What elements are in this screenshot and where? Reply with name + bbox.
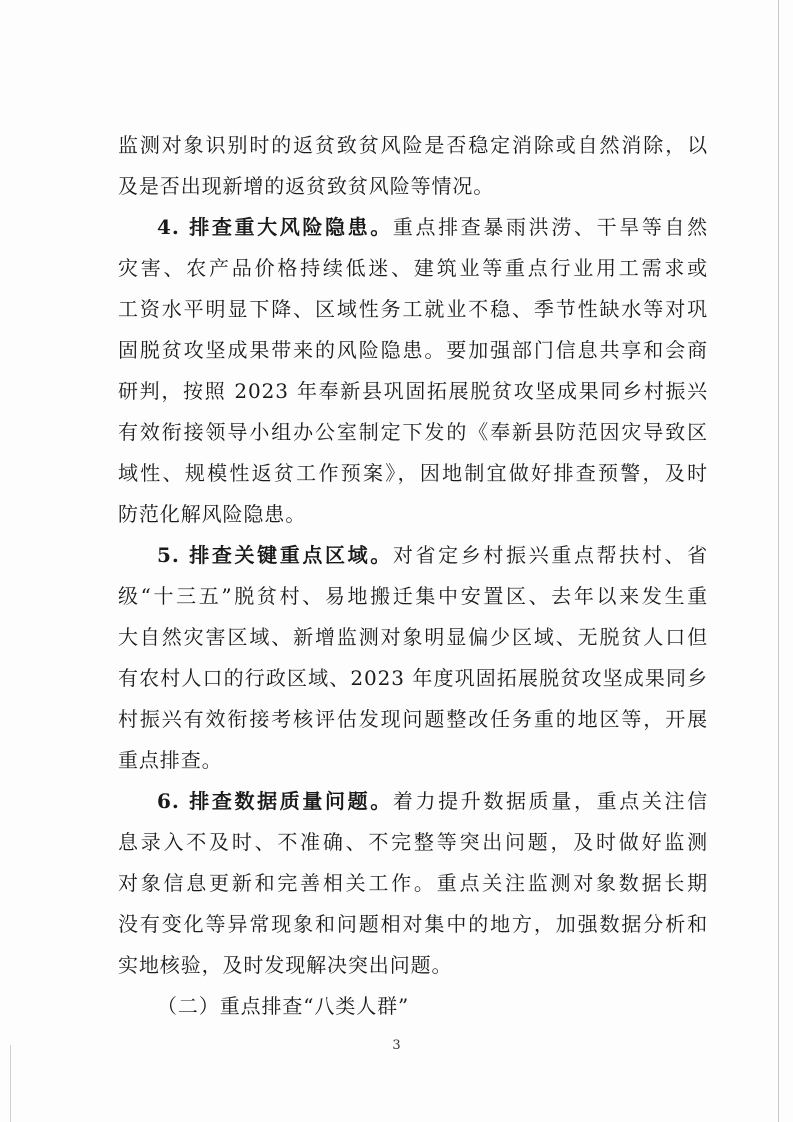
- paragraph-line: 大自然灾害区域、新增监测对象明显偏少区域、无脱贫人口但: [118, 625, 708, 649]
- paragraph-line: [157, 540, 708, 570]
- paragraph-line: 有效衔接领导小组办公室制定下发的《奉新县防范因灾导致区: [118, 420, 708, 444]
- scan-edge-line: [778, 0, 779, 1122]
- paragraph-line: 灾害、农产品价格持续低迷、建筑业等重点行业用工需求或: [118, 256, 708, 280]
- paragraph-line: 有农村人口的行政区域、2023 年度巩固拓展脱贫攻坚成果同乡: [118, 666, 708, 690]
- paragraph-line: 防范化解风险隐患。: [118, 502, 307, 526]
- paragraph-line: 实地核验，及时发现解决突出问题。: [118, 953, 453, 977]
- paragraph-line: 重点排查。: [118, 748, 223, 772]
- paragraph-line: 对象信息更新和完善相关工作。重点关注监测对象数据长期: [118, 871, 708, 895]
- page-number: 3: [392, 1038, 401, 1053]
- paragraph-line: 村振兴有效衔接考核评估发现问题整改任务重的地区等，开展: [118, 707, 708, 731]
- paragraph-text: 对省定乡村振兴重点帮扶村、省: [392, 543, 708, 567]
- paragraph-text: 着力提升数据质量，重点关注信: [392, 789, 708, 813]
- paragraph-line: 级“十三五”脱贫村、易地搬迁集中安置区、去年以来发生重: [118, 584, 708, 608]
- paragraph-heading: 5. 排查关键重点区域。: [157, 543, 393, 567]
- paragraph-line: 固脱贫攻坚成果带来的风险隐患。要加强部门信息共享和会商: [118, 338, 708, 362]
- paragraph-text: 重点排查暴雨洪涝、干旱等自然: [392, 215, 708, 239]
- paragraph-line: 及是否出现新增的返贫致贫风险等情况。: [118, 174, 495, 198]
- paragraph-line: 没有变化等异常现象和问题相对集中的地方，加强数据分析和: [118, 912, 708, 936]
- paragraph-line: 监测对象识别时的返贫致贫风险是否稳定消除或自然消除，以: [118, 133, 708, 157]
- paragraph-line: 研判，按照 2023 年奉新县巩固拓展脱贫攻坚成果同乡村振兴: [118, 379, 708, 403]
- scan-edge-line: [10, 1045, 11, 1122]
- paragraph-line: 工资水平明显下降、区域性务工就业不稳、季节性缺水等对巩: [118, 297, 708, 321]
- paragraph-heading: 6. 排查数据质量问题。: [157, 789, 393, 813]
- paragraph-heading: 4. 排查重大风险隐患。: [157, 215, 393, 239]
- paragraph-line: [157, 786, 708, 816]
- paragraph-line: 域性、规模性返贫工作预案》，因地制宜做好排查预警，及时: [118, 461, 708, 485]
- section-heading: （二）重点排查“八类人群”: [157, 994, 410, 1018]
- paragraph-line: 息录入不及时、不准确、不完整等突出问题，及时做好监测: [118, 830, 708, 854]
- paragraph-line: [157, 212, 708, 242]
